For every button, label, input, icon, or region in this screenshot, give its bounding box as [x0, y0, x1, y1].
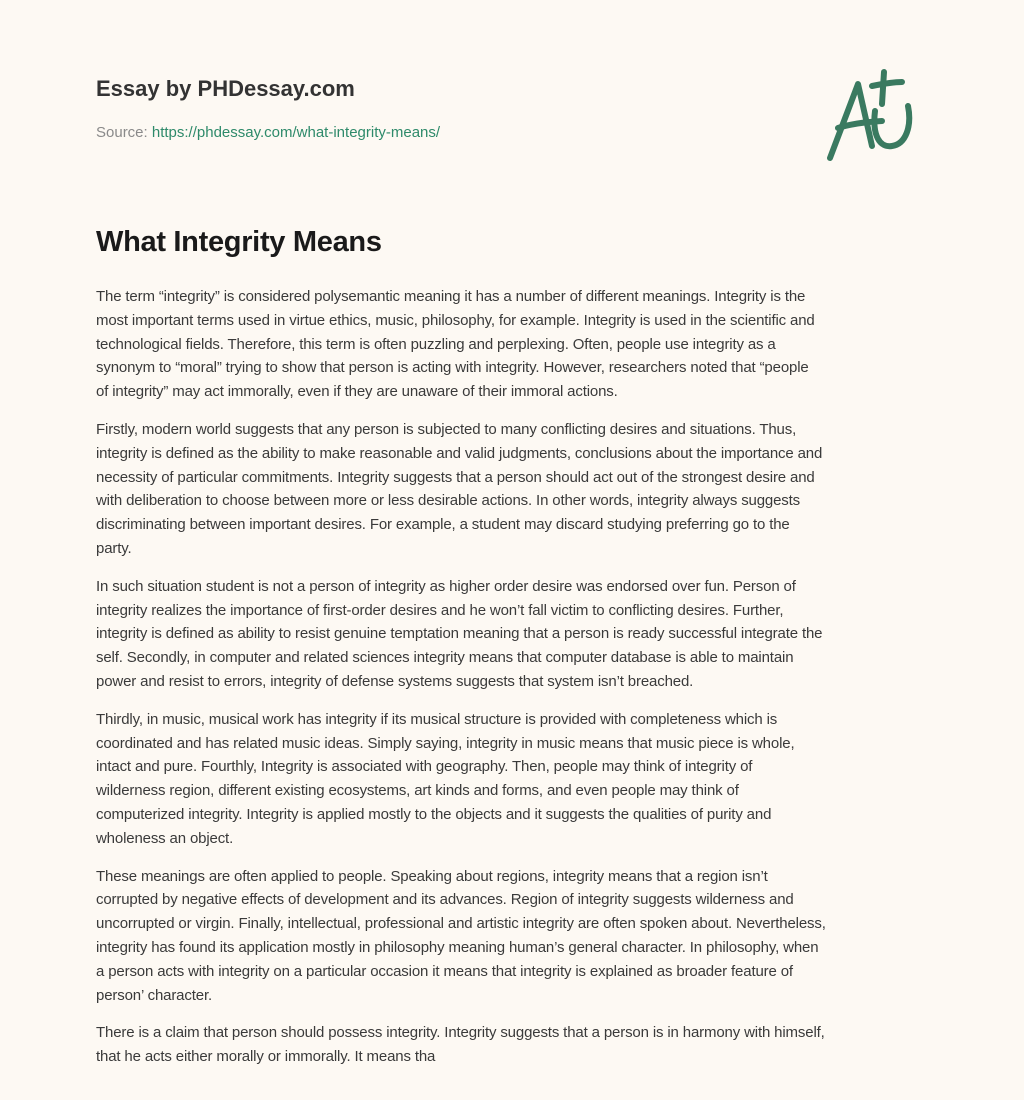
- essay-paragraph: [96, 575, 936, 694]
- paragraph-line: intact and pure. Fourthly, Integrity is associated with geography. Then, people may think of integrity of: [96, 758, 753, 776]
- paragraph-line: synonym to “moral” trying to show that person is acting with integrity. However, researchers noted that “people: [96, 359, 809, 377]
- paragraph-line: corrupted by negative effects of development and its advances. Region of integrity suggests wilderness and: [96, 891, 794, 909]
- paragraph-line: Firstly, modern world suggests that any person is subjected to many conflicting desires and situations. Thus,: [96, 420, 797, 438]
- paragraph-line: with deliberation to choose between more or less desirable actions. In other words, integrity always suggests: [96, 492, 801, 510]
- paragraph-line: power and resist to errors, integrity of defense systems suggests that system isn’t breached.: [96, 672, 694, 690]
- essay-paragraph: [96, 865, 936, 1008]
- paragraph-line: of integrity” may act immorally, even if they are unaware of their immoral actions.: [96, 383, 618, 401]
- paragraph-line: a person acts with integrity on a particular occasion it means that integrity is explained as broader feature of: [96, 962, 793, 980]
- page-title: What Integrity Means: [96, 226, 382, 258]
- essay-paragraph: [96, 1021, 936, 1069]
- paragraph-line: party.: [96, 539, 132, 557]
- paragraph-line: integrity realizes the importance of first-order desires and he won’t fall victim to conflicting desires. Further,: [96, 601, 784, 619]
- paragraph-line: that he acts either morally or immorally. It means tha: [96, 1048, 436, 1066]
- essay-paragraph: [96, 285, 936, 404]
- paragraph-line: wilderness region, different existing ecosystems, art kinds and forms, and even people may think of: [96, 782, 739, 800]
- paragraph-line: discriminating between important desires. For example, a student may discard studying preferring go to the: [96, 516, 790, 534]
- paragraph-line: wholeness an object.: [96, 829, 234, 847]
- essay-paragraph: [96, 708, 936, 851]
- essay-body: [96, 285, 936, 1083]
- site-brand: Essay by PHDessay.com: [96, 76, 355, 101]
- a-plus-logo-icon: [820, 66, 930, 166]
- paragraph-line: In such situation student is not a person of integrity as higher order desire was endorsed over fun. Person of: [96, 577, 796, 595]
- source-line: [96, 124, 440, 141]
- paragraph-line: integrity is defined as ability to resist genuine temptation meaning that a person is ready successful integrate the: [96, 625, 823, 643]
- paragraph-line: The term “integrity” is considered polysemantic meaning it has a number of different meanings. Integrity is the: [96, 288, 806, 305]
- paragraph-line: uncorrupted or virgin. Finally, intellectual, professional and artistic integrity are often spoken about. Nevertheless,: [96, 915, 826, 933]
- paragraph-line: necessity of particular commitments. Integrity suggests that a person should act out of the strongest desire and: [96, 468, 815, 486]
- paragraph-line: Thirdly, in music, musical work has integrity if its musical structure is provided with completeness which is: [96, 710, 778, 728]
- source-label: Source:: [96, 124, 148, 141]
- essay-paragraph: [96, 418, 936, 561]
- paragraph-line: These meanings are often applied to people. Speaking about regions, integrity means that a region isn’t: [96, 867, 768, 885]
- paragraph-line: technological fields. Therefore, this term is often puzzling and perplexing. Often, people use integrity as a: [96, 335, 776, 353]
- paragraph-line: coordinated and has related music ideas. Simply saying, integrity in music means that music piece is whole,: [96, 734, 795, 752]
- paragraph-line: most important terms used in virtue ethics, music, philosophy, for example. Integrity is used in the scientific and: [96, 311, 815, 329]
- paragraph-line: integrity is defined as the ability to make reasonable and valid judgments, conclusions about the importance and: [96, 444, 823, 462]
- paragraph-line: There is a claim that person should possess integrity. Integrity suggests that a person is in harmony with himself,: [96, 1024, 825, 1042]
- source-link[interactable]: https://phdessay.com/what-integrity-means/: [151, 124, 441, 141]
- paragraph-line: person’ character.: [96, 986, 212, 1004]
- paragraph-line: self. Secondly, in computer and related sciences integrity means that computer database is able to maintain: [96, 649, 794, 667]
- paragraph-line: computerized integrity. Integrity is applied mostly to the objects and it suggests the qualities of purity and: [96, 805, 772, 823]
- paragraph-line: integrity has found its application mostly in philosophy meaning human’s general character. In philosophy, when: [96, 938, 819, 956]
